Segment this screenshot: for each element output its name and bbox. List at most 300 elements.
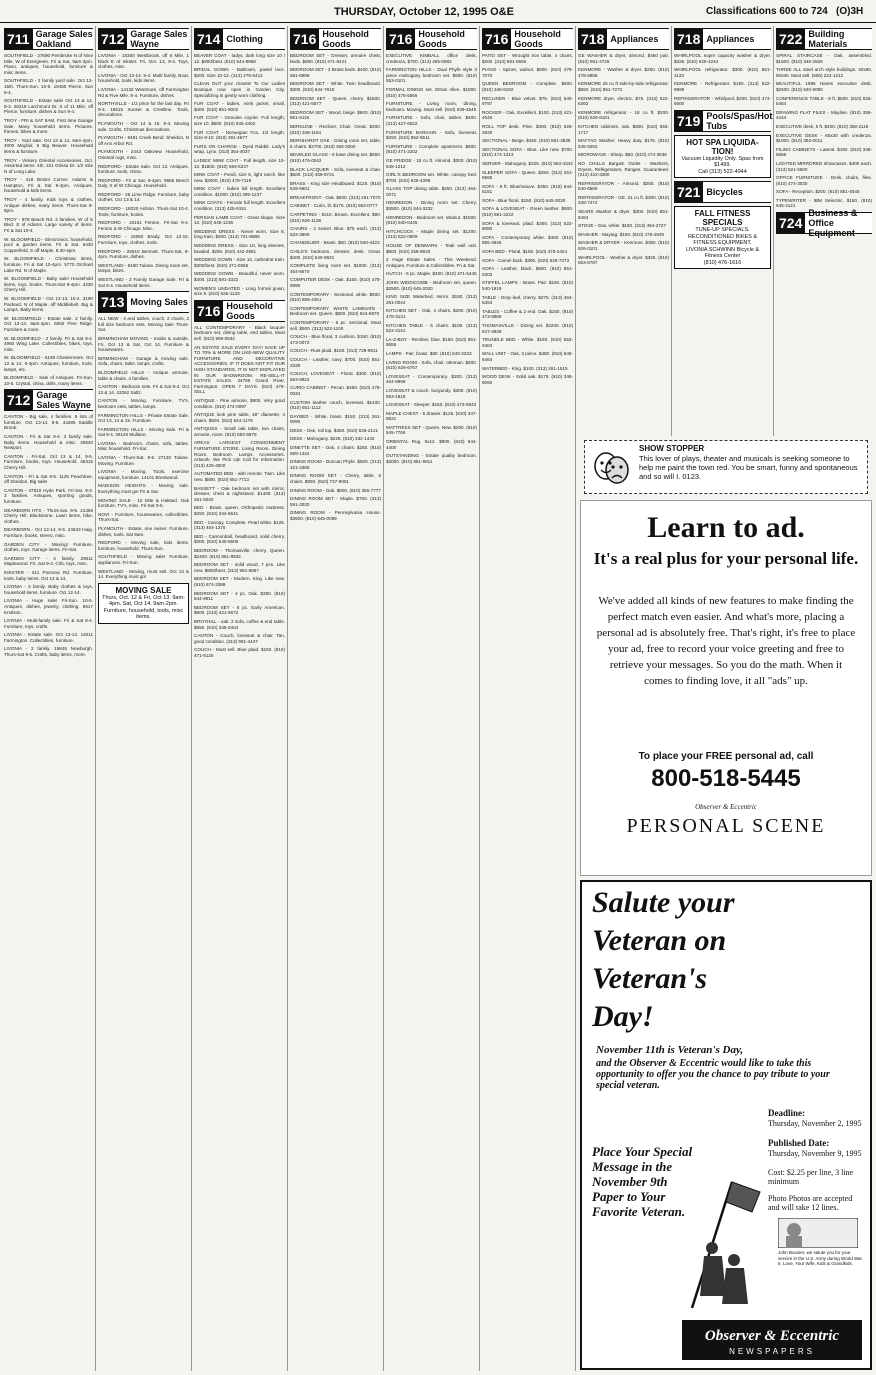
- classified-ad: LADIES' MINK COAT - Full length, size 10-12. $1800. (810) 559-5237: [194, 157, 285, 169]
- section-title: Pools/Spas/Hot Tubs: [706, 110, 773, 131]
- classified-ad: BERNHARDT OAK - Dining room set, table, 6 chairs. $2700. (810) 356-3000: [290, 138, 381, 149]
- classified-ad: REDFORD - Moving sale, kids items, furniture, household. Thurs-Sun.: [98, 540, 189, 551]
- classified-ad: TROY - 418 Bristol Corner. Adams & Hampton, Fri & Sat 9-4pm. Antiques, household & kids items.: [4, 177, 93, 194]
- classified-ad: THREE ALL steel arch style buildings. 40x80, 50x90. Must sell. (800) 222-1212: [776, 67, 872, 78]
- section-title: Household Goods: [418, 29, 465, 49]
- classified-ad: CHANDELIER - Brass. $60. (810) 540-4423: [290, 240, 380, 246]
- classified-ad: WEDDING DRESS - Never worn. Size 8, long train. $200. (313) 721-8888: [194, 228, 285, 240]
- classified-ad: CANTON - Bedroom sets. Fri & Sat 9-4. Oct 13 & 14. 43262 Saltz.: [98, 384, 189, 395]
- classified-ad: SERVER - Mahogany. $225. (810) 553-4343: [482, 160, 573, 166]
- classified-ad: WATERBED - King. $100. (313) 261-1515: [482, 365, 568, 371]
- section-number: 718: [578, 29, 607, 49]
- section-title: Building Materials: [808, 29, 848, 49]
- bicycle-shop: LIVONIA SCHWINN Bicycle & Fitness Center: [685, 246, 760, 260]
- classified-ad: COUCH - Leather, navy. $700. (810) 851-3339: [290, 356, 381, 368]
- classified-ad: GE FRIDGE - 18 cu ft. Almond. $300. (810) 645-1212: [386, 157, 477, 169]
- veteran-headline-2: Veteran on: [592, 924, 727, 957]
- section-number: 724: [776, 213, 805, 233]
- classified-ad: SOFA - 8 ft. Blue/mauve. $350. (810) 644-5151: [482, 183, 573, 195]
- classified-ad: CARPETING - 8x10. Brown. Excellent. $90. (810) 626-1138: [290, 212, 381, 223]
- classified-ad: AN ESTATE SALE EVERY DAY! SAVE UP TO 70% & MORE ON LIKE-NEW QUALITY FURNITURE AND DECORATIVE ACCESSORIES. IF IT DOES NOT FIT OUR HIGH STANDARDS, IT IS NOT DISPLAYED IN OUR SHOWROOM. RE-SELL-IT ESTATE SALES. 34786 Grand River, Farmington. OPEN 7 DAYS. (810) 478-SELL: [194, 344, 285, 395]
- classified-ad: DINING ROOM - Pennsylvania House. $3500. (810) 645-0099: [290, 510, 381, 521]
- classified-ad: HENREDON - Bedroom set. Walnut. $1500. (810) 540-0445: [386, 214, 477, 226]
- ads-list: [482, 53, 573, 385]
- classified-ad: REDFORD - Fri & Sat, 9-4pm. 9655 Beech Daly, S of W Chicago. Household.: [98, 177, 189, 189]
- promo-body: We've added all kinds of new features to make finding the perfect match even easier. And what's more, placing a personal ad is absolutely free. That's right, it's free to place your ad, free to record your voice greeting and free to retrieve your messages. So you do the math. When it comes to finding love, it all "ads" up.: [596, 595, 856, 687]
- classified-ad: MICROWAVE - Sharp. $50. (810) 474-3636: [578, 152, 667, 158]
- classified-ad: 2 Huge Estate Sales - This Weekend. Antiques, Furniture & Collectibles. Fri & Sat.: [386, 257, 477, 268]
- show-stopper-body: This lover of plays, theater and musicals is seeking someone to help me paint the town red. You be smart, funny and spontaneous and so will I. 0123.: [639, 454, 858, 481]
- moving-sale-title: MOVING SALE: [115, 585, 172, 595]
- classified-ad: PERSIAN LAMB COAT - Great shape. Size 12. (810) 645-1236: [194, 214, 285, 226]
- classified-ad: ALL CONTEMPORARY - Black lacquer bedroom set, dining table, end tables. Must sell. (810) 968-0532: [194, 324, 285, 341]
- classified-ad: KITCHEN cabinets, oak. $800. (810) 553-1717: [578, 123, 669, 135]
- classified-ad: SOFA - Blue floral. $150. (810) 645-3030: [482, 197, 566, 203]
- classified-ad: NORTHVILLE - 1/2 price for the last day. Fri 9-4. 16515 Sunset & Crestline. Tools, decorations.: [98, 101, 189, 118]
- classified-ad: OFFICE FURNITURE - Desk, chairs, files. (810) 474-3030: [776, 175, 872, 186]
- classified-ad: CONFERENCE TABLE - 8 ft. $500. (810) 626-5454: [776, 95, 872, 107]
- section-title: Household Goods: [322, 29, 369, 49]
- classified-ad: CANTON - Big sale, 4 families. 5 lots of furniture. Oct 13-14, 9-5. 44285 Saddle Brook.: [4, 414, 93, 431]
- classified-ad: WHIRLPOOL super capacity washer & dryer. $325. (810) 626-4244: [674, 53, 771, 64]
- classified-ad: ALL NEW - 3 and tables, couch, 2 chairs, 2 full size bedroom sets. Moving Sale Thurs-Sat.: [98, 316, 189, 333]
- section-number: 718: [674, 29, 703, 49]
- classified-ad: KENMORE 25 cu ft side-by-side refrigerator. $550. (810) 851-7272: [578, 81, 669, 92]
- classified-ad: DINING ROOM - Duncan Phyfe. $500. (313) 421-3388: [290, 459, 381, 470]
- classified-ad: WEDDING DRESS - Size 10, long sleeves, beaded. $250. (810) 442-2981: [194, 243, 285, 254]
- classified-ad: REDFORD - 26 Lime Ridge. Furniture, baby clothes. Oct 13 & 14.: [98, 191, 189, 203]
- veteran-date: November 11th is Veteran's Day,: [596, 1044, 744, 1056]
- classified-ad: BLACK LACQUER - Sofa, loveseat & chair. $500. (313) 459-8721: [290, 166, 381, 178]
- classified-ad: CANTON - Fri & Sat 9-4. 3 family sale. Baby items. Household & misc. 40640 Newport.: [4, 434, 93, 451]
- section-number: 716: [194, 301, 223, 321]
- classified-ad: WEDDING GOWN - Size 12, cathedral train. $300/best. (810) 471-0065: [194, 257, 285, 268]
- classified-ad: COUCH, LOVESEAT - Floral. $300. (810) 553-9922: [290, 371, 381, 382]
- classified-ad: LIVONIA - Multi-family sale. Fri & Sat 9-4. Furniture, toys, crafts.: [4, 618, 93, 629]
- classified-ad: STIFFEL LAMPS - Brass. Pair. $150. (810) 540-1919: [482, 280, 573, 291]
- classified-ad: EXECUTIVE DESK - 60x30 with credenza. $1000. (810) 353-0011: [776, 132, 872, 144]
- classified-ad: GE WASHER & dryer, almond, $450 pair. (810) 851-4726: [578, 53, 669, 64]
- section-title: Household Goods: [226, 300, 273, 321]
- classified-ad: CANTON - Fri & Sat 9-5. 1125 Peachtree, off Sheldon. Big sale!: [4, 473, 93, 485]
- classified-ad: COUCH - Blue floral, 3 cushion. $150. (810) 473-0072: [290, 334, 381, 345]
- ads-list: [98, 316, 189, 580]
- classified-ad: REFRIGERATOR - Whirlpool, $200. (810) 474-6600: [674, 95, 771, 107]
- classified-ad: DINING ROOM - Oak. $800. (810) 356-7777: [290, 487, 381, 493]
- classified-ad: PIANO - Spinet, walnut. $900. (810) 478-7070: [482, 67, 573, 78]
- classified-ad: BEDROOM SET - Modern. King. Like new. (810) 674-3388: [194, 576, 285, 587]
- classified-ad: BLOOMFIELD HILLS - Antique armoire, table & chairs. 4 families.: [98, 369, 189, 381]
- section-title: Business & Office Equipment: [808, 208, 858, 239]
- ads-list: [290, 53, 381, 303]
- classified-ad: ANTIQUE - Pine armoire, $800. Very good condition. (810) 474-0097: [194, 397, 285, 409]
- classified-ad: SOFA & LOVESEAT - Green leather. $900. (810) 681-2222: [482, 206, 573, 218]
- veteran-caption: John Bouvier, we salute you for your service in the U.S. Army during World War II. Love, Your Wife, Kids & Grandkids.: [778, 1250, 863, 1266]
- section-number: 712: [98, 29, 127, 49]
- classified-ad: HENREDON - Dining room set. Cherry. $3500. (810) 644-3232: [386, 200, 477, 212]
- classified-ad: LIVONIA - Thurs-Sat. 9-5. 27130 Tulane. Moving. Furniture.: [98, 455, 189, 466]
- classified-ad: WESTLAND - 8190 Tulane. Dining room set, lamps, bikes.: [98, 262, 189, 274]
- classified-ad: REDFORD - 16060 Brady. Oct 13-15. Furniture, toys, clothes, tools.: [98, 234, 189, 246]
- classified-ad: BERKLINE - Recliner, Chair. Great. $200. (810) 348-1164: [290, 123, 381, 135]
- classified-ad: DINING ROOM SET - Cherry, table, 6 chairs. $900. (810) 737-9001: [290, 473, 381, 485]
- classified-ad: MATTRESS SET - Queen. New. $200. (810) 645-7766: [386, 424, 477, 436]
- header-classifications: Classifications 600 to 724: [706, 6, 828, 17]
- classified-ad: LOVESEAT - Contemporary. $200. (313) 464-9898: [386, 373, 477, 385]
- classified-ad: LIVONIA - Estate sale. Oct 13-14. 14011 Farmington. Collectibles, furniture.: [4, 632, 93, 643]
- classified-ad: COUCH - Must sell. Blue plaid. $150. (810) 471-8125: [194, 647, 285, 658]
- section-header-716: [194, 300, 285, 322]
- classified-ad: SOUTHFIELD - Moving sale! Furniture, appliances. Fri-Sun.: [98, 554, 189, 565]
- classified-ad: EXECUTIVE desk, 5 ft. $400. (810) 358-2119: [776, 123, 869, 129]
- classified-ad: WASHER & DRYER - Kenmore. $350. (810) 626-0101: [578, 240, 669, 252]
- classified-ad: CLEAN OUT your closets! To Our Ladies Boutique now open in Garden City. Specializing in gently worn clothing.: [194, 81, 285, 98]
- personal-ad-promo: [580, 500, 872, 876]
- bicycle-text: TUNE-UP SPECIALS. RECONDITIONED BIKES & FITNESS EQUIPMENT.: [687, 227, 758, 247]
- classified-ad: W. BLOOMFIELD - 2 family. Fri & Sat 9-4. 4960 Wing Lake. Collectibles, bikes, toys, misc.: [4, 335, 93, 352]
- classified-ad: GLASS TOP dining table. $250. (313) 464-0071: [386, 186, 477, 197]
- column-1: [2, 26, 96, 1371]
- classified-ad: BEDROOM SET - 2 Brass beds. $400. (810) 681-6999: [290, 67, 381, 78]
- section-title: Garage Sales Wayne: [130, 29, 188, 49]
- logo-sub: NEWSPAPERS: [729, 1347, 815, 1356]
- classified-ad: CHILD'S bedroom, dresser, desk. Great. $400. (810) 540-9921: [290, 249, 381, 260]
- classified-ad: HOUSE OF DENMARK - Teak wall unit. $600. (810) 258-9933: [386, 243, 477, 254]
- veteran-text: and the Observer & Eccentric would like to take this opportunity to offer you the chance to pay tribute to your special veteran.: [596, 1058, 830, 1091]
- classified-ad: FURS ON CHARGE - Dyed Rabbit. Lady's wrap, Lynx. (313) 354-4037: [194, 143, 285, 155]
- classified-ad: W. BLOOMFIELD - 5158 Chestermere. Oct 13 & 14, 9-4pm. Antiques, furniture, tools, lamps, etc.: [4, 355, 93, 372]
- classified-ad: REFRIGERATOR - GE. 21 cu ft. $300. (810) 348-7474: [578, 194, 669, 206]
- promo-subtitle: It's a real plus for your personal life.: [593, 549, 859, 568]
- promo-call-to-action: To place your FREE personal ad, call: [638, 751, 814, 762]
- ads-list: [776, 53, 872, 209]
- ads-list: [290, 306, 381, 522]
- classified-ad: LIVONIA - 14132 Westmore, off Farmington Rd & Five Mile. 9-4. Furniture, dishes.: [98, 86, 189, 98]
- classified-ad: MAPLE CHEST - 5 drawer. $125. (810) 347-8821: [386, 410, 477, 422]
- section-header-718: [578, 28, 669, 50]
- classified-ad: AREAS LARGEST CONSIGNMENT FURNITURE STORE. Living Room. Dining Room. Bedroom. Lamps. Accessories. Artwork. We Pick Up! Call for Information. (313) 425-4500: [194, 440, 285, 468]
- classified-ad: LIVONIA - 18300 Westbrook, off 6 Mile. 1 block E of Inkster. Fri, Oct. 13, 9-4. Toys, clothes, misc.: [98, 53, 189, 70]
- classified-ad: ANTIQUE look pine table, 48" diameter, 4 chairs. $500. (810) 544-1178: [194, 412, 285, 423]
- section-header-719: [674, 110, 771, 132]
- section-header-712b: [98, 28, 189, 50]
- classified-ad: W. BLOOMFIELD - Estate sale. 2 family. Oct 13-14, 8am-4pm. 5060 Pine Ridge. Furniture & more.: [4, 315, 93, 332]
- veteran-cost: Cost: $2.25 per line, 3 line minimum: [768, 1168, 854, 1186]
- classified-ad: COMPUTER DESK - Oak. $150. (810) 478-8890: [290, 277, 381, 288]
- column-7: [576, 26, 672, 436]
- classified-ad: SOUTHFIELD - Estate sale! Oct 13 & 14, 9-3. 26218 Larchmont Dr. S of 11 Mile, off Pierce, furniture, dishes & Sun 9-4.: [4, 98, 93, 115]
- classified-ad: CUSTOM leather couch, loveseat. $1400. (810) 851-1112: [290, 399, 381, 411]
- moving-sale-box: [98, 583, 189, 624]
- veteran-portrait: [778, 1218, 858, 1248]
- classified-ad: KITCHEN TABLE - 5 chairs. $100. (313) 522-4141: [386, 322, 477, 334]
- section-number: 716: [482, 29, 511, 49]
- classified-ad: DINING ROOM SET - Maple. $750. (313) 591-3030: [290, 496, 381, 507]
- classified-ad: LIVONIA - 3 family. Baby clothes & toys, household items, furniture. Oct 12-14.: [4, 584, 93, 595]
- classified-ad: PLYMOUTH - Oct 14 & 15. 9-4. Moving sale. Crafts, Christmas decorations.: [98, 120, 189, 132]
- classified-ad: COUCH - Rust plaid. $100. (313) 728-9911: [290, 348, 378, 354]
- classified-ad: BIRMINGHAM MOVING - Inside & outside. Fri, Oct 13 & Sat, Oct 14. Furniture & housewares.: [98, 335, 189, 353]
- classified-ad: LIVONIA - Oct 13-14. 9-4. Multi family. Boat, household, tools, kids items.: [98, 72, 189, 84]
- classified-ad: BEAVER COAT - ladys, dark long size 10 / 12. $800/best. (810) 644-8968: [194, 53, 285, 64]
- classified-ad: LOVESEAT - Sleeper. $150. (810) 473-6543: [386, 402, 477, 408]
- classified-ad: W. BLOOMFIELD - Oct 12-13. 10-4. 3190 Packard. N of Maple, off Middlebelt. Big & Lamps. Baby items.: [4, 295, 93, 313]
- column-6: [480, 26, 576, 1371]
- classified-ad: MOVING SALE - 10 Mile & Halsted. Oak furniture, TV's, misc. Fri-Sat 9-5.: [98, 497, 189, 509]
- classified-ad: LIVONIA - Bedroom, chairs, sofa, tables. Misc household. Fri-Sat.: [98, 440, 189, 452]
- classified-ad: CONTEMPORARY - 6 pc. sectional. Must sell. $500. (313) 522-1100: [290, 319, 381, 331]
- classified-ad: TROY - 4 family. Kids toys & clothes. Antique dishes, many items. Thurs-Sat 9-5pm.: [4, 197, 93, 214]
- classified-ad: REDFORD - Estate Sale. Oct 13. Antiques, furniture, tools, china.: [98, 163, 189, 175]
- classified-ad: BRASS - King size Headboard. $125. (810) 649-6601: [290, 180, 381, 192]
- header-page-number: (O)3H: [836, 6, 864, 17]
- section-header-712: [4, 389, 93, 411]
- classified-ad: CABINET - Curio, lit. $175. (810) 552-0777: [290, 203, 378, 209]
- classified-ad: TRUNDLE BED - White. $150. (810) 553-0404: [482, 337, 573, 348]
- classified-ad: CANTON - Couch, loveseat & chair. Tan, good condition. (313) 981-4447: [194, 633, 285, 644]
- classified-ad: SPIRAL STAIRCASE - Oak, assembled. $1500. (810) 349-2828: [776, 53, 872, 64]
- classified-ad: AUTOMATED BED - with remote. Twin. Like new. $800. (810) 651-7713: [194, 471, 285, 483]
- classified-ad: BEDROOM SET - Wood, beige. $600. (810) 851-6116: [290, 109, 381, 121]
- classified-ad: BEDROOM SET - 4 pc. Oak. $350. (810) 644-9911: [194, 590, 285, 602]
- classified-ad: FILING CABINETS - Lateral. $150. (810) 348-6666: [776, 146, 872, 158]
- classified-ad: DESK - Oak, roll top. $450. (810) 626-2121: [290, 427, 379, 433]
- classified-ad: PATIO SET - Wrought iron table, 4 chairs. $200. (313) 591-5555: [482, 53, 573, 64]
- classified-ad: LIVONIA - Huge sale! Fri-Sun. 10-5. Antiques, dishes, jewelry, clothing. 9617 Knolson.: [4, 598, 93, 615]
- column-2: [96, 26, 192, 1371]
- section-header-724: [776, 208, 872, 239]
- classified-ad: WEDDING GOWN - Beautiful, never worn. $400. (313) 591-3322: [194, 271, 285, 282]
- classified-ad: SOFA - Camel back. $300. (810) 626-7373: [482, 257, 570, 263]
- classified-ad: MINK COATS - Female full length. Excellent condition. (313) 425-9151: [194, 200, 285, 212]
- classified-ad: BLOOMFIELD - Sale of Antiques. Fri-Sun. 10-5. Crystal, china, dolls, many items.: [4, 375, 93, 386]
- classified-ad: INKSTER - 611 Pomona Rd. Furniture, tools, baby items. Oct 13 & 14.: [4, 569, 93, 581]
- moving-sale-dates: Thurs, Oct. 12 & Fri, Oct 13. 9am-4pm. Sat, Oct 14. 9am-2pm.: [102, 594, 185, 608]
- classified-ad: BEDROOM SET - Dresser, armoire chest, beds. $800. (810) 471-8421: [290, 53, 381, 64]
- classified-ad: EXECUTIVE KIMBALL office desk, credenza, $700. (313) 455-0882: [386, 53, 477, 64]
- classified-ad: FARMINGTON HILLS - Dual Phyfe style 3 piece mahogany bedroom set. $900. (810) 553-0101: [386, 67, 477, 84]
- column-9: [774, 26, 874, 436]
- classified-ad: ORIENTAL Rug. 9x12. $900. (810) 644-4400: [386, 439, 477, 450]
- page-header: [0, 0, 876, 23]
- classified-ad: FURNITURE BARGAIN - Sofa, loveseat, $250. (810) 852-5511: [386, 129, 477, 141]
- classified-ad: CHAIRS - 2 swivel. Blue. $75 each. (313) 533-3890: [290, 226, 381, 237]
- logo-name: Observer & Eccentric: [704, 1328, 840, 1344]
- classified-ad: REDFORD - 15151 Fenton. Fri-Sat 9-4. Fenton & W Chicago. Misc.: [98, 220, 189, 231]
- show-stopper-ad: [584, 440, 868, 494]
- classified-ad: CONTEMPORARY - Sectional, white. $600. (810) 855-4451: [290, 291, 381, 303]
- classified-ad: PLYMOUTH - Estate, one owner. Furniture, dishes, tools. Sat 9am.: [98, 526, 189, 537]
- section-number: 721: [674, 182, 703, 202]
- ads-list: [98, 53, 189, 288]
- veteran-headline-1: Salute your: [592, 886, 735, 919]
- section-number: 722: [776, 29, 805, 49]
- classified-ad: KITCHEN SET - Oak, 4 chairs. $200. (810) 478-3131: [386, 308, 477, 319]
- classified-ad: MAYTAG Washer. Heavy duty. $175. (810) 645-9292: [578, 138, 669, 149]
- classified-ad: BEAUTIFUL 1996 Hanes executive desk. $2500. (810) 540-9090: [776, 81, 872, 92]
- classified-ad: MINK COAT - Fendi, size 6, light ranch, like new. $2000. (810) 478-7119: [194, 172, 285, 183]
- veterans-day-ad: [580, 880, 872, 1370]
- header-paper-name: O&E: [490, 6, 514, 18]
- classified-ad: ROCKER - Oak. Excellent. $100. (313) 421-4545: [482, 109, 573, 121]
- promo-publisher: Observer & Eccentric: [695, 803, 757, 811]
- classified-ad: SOFA - Reception. $200. (810) 851-4545: [776, 189, 860, 195]
- classified-ad: CANTON - Fri-Sat. Oct 13 & 14, 9-5. Furniture, books, toys. Household. 45315 Cherry Hill.: [4, 453, 93, 471]
- section-title: Appliances: [706, 34, 755, 44]
- classified-ad: KENMORE dryer, electric, $75. (313) 522-6363: [578, 95, 669, 107]
- classified-ad: REDFORD - 25910 Bennett. Thurs-Sat, 9-4pm. Furniture, dishes.: [98, 248, 189, 260]
- classified-ad: CANTON - Moving. Furniture, TV's, bedroom sets, tables, lamps.: [98, 398, 189, 409]
- classified-ad: TABLE - Drop leaf, cherry. $275. (313) 464-5353: [482, 294, 573, 306]
- veteran-headline-3: Veteran's: [592, 962, 708, 995]
- classified-ad: THOMASVILLE - Dining set. $2200. (810) 647-3939: [482, 322, 573, 334]
- classified-ad: LOVESEAT & couch, burgundy. $300. (810) 553-1818: [386, 387, 477, 399]
- classified-ad: PLYMOUTH - 9481 Creek Bend. Sheldon, N off Ann Arbor Rd.: [98, 135, 189, 146]
- classified-ad: LIVONIA - 2 family. 19845 Newburgh. Thurs-Sat 9-5. Crafts, baby items, more.: [4, 646, 93, 658]
- classified-ad: CONTEMPORARY WHITE LAMINATE - Bedroom set. Queen. $800. (810) 624-8870: [290, 305, 381, 317]
- classified-ad: OUTSTANDING - Estate quality bedroom. $3000. (810) 851-9911: [386, 453, 477, 464]
- classified-ad: BED - Canopy, Complete. Pearl white. $125. (313) 464-1376: [194, 519, 285, 531]
- bicycle-box: [674, 206, 771, 269]
- classified-ad: DRAWING FLAT FILES - Mayline. (810) 355-4444: [776, 109, 872, 121]
- veteran-deadline-label: Deadline:: [768, 1108, 805, 1118]
- classified-ad: BROYHILL - oak. 2 sofa, coffee & end table. $650. (810) 348-0404: [194, 618, 285, 630]
- classified-ad: FORMAL DINING set. Ethan Allen. $1800. (810) 476-5555: [386, 86, 477, 98]
- classified-ad: WASHER - Maytag. $100. (810) 478-4949: [578, 231, 664, 237]
- section-number: 716: [386, 29, 415, 49]
- classified-ad: REFRIGERATOR - Almond. $250. (810) 540-6565: [578, 180, 669, 192]
- classified-ad: TROY - Yard sale. Oct 13 & 14, 9am-4pm. 4000 Mayfair, 5 Big Beaver. Household items & furniture.: [4, 137, 93, 154]
- classified-ad: WHIRLPOOL refrigerator. $300. (810) 851-1133: [674, 67, 771, 78]
- section-title: Moving Sales: [130, 297, 188, 308]
- classified-ad: TROY - Vickery Oriental Accessories. Oct. Assorted items. 4th, 321 Orissa Dr. 1/2 mile N of Long Lake.: [4, 157, 93, 174]
- classified-ad: REDFORD - 18020 Ashton. Thurs-Sat 10-4. Tools, furniture, books.: [98, 206, 189, 217]
- section-number: 716: [290, 29, 319, 49]
- classified-ad: CANTON - 47810 Hyde Park. Fri-Sat. 9-3. 3 families. Antiques, sporting goods, furniture.: [4, 487, 93, 504]
- classified-ad: KING SIZE Waterbed, mirror. $150. (313) 261-0044: [386, 294, 477, 305]
- header-date: [334, 6, 514, 18]
- section-title: Garage Sales Wayne: [36, 390, 92, 411]
- header-date-text: THURSDAY, October 12, 1995: [334, 6, 488, 18]
- hot-spa-text: Vacuum Liquidity Only. Spas from $1499.: [681, 155, 764, 169]
- bicycle-phone: (810) 476-1616: [703, 259, 742, 266]
- section-title: Household Goods: [514, 29, 561, 49]
- classified-ad: BEDROOM - Thomasville, cherry. Queen. $2400. (810) 851-8833: [194, 547, 285, 559]
- soldier-flag-icon: [682, 1178, 762, 1308]
- veteran-published: Thursday, November 9, 1995: [768, 1149, 862, 1158]
- theater-masks-icon: [591, 449, 631, 487]
- classified-ad: BED - Brass, queen, Orthopedic mattress. $250. (810) 344-6641: [194, 505, 285, 516]
- classified-ad: BEVELED GLASS - 8 base dining set. $550. (810) 476-0042: [290, 152, 381, 163]
- classified-ad: FURNITURE - Living room, dining, bedroom. Moving. Must sell. (810) 539-4545: [386, 101, 477, 112]
- veteran-deadline: Thursday, November 2, 1995: [768, 1119, 862, 1128]
- classified-ad: BEDROOM SET - 5 pc. Early American. $600. (313) 421-6672: [194, 604, 285, 616]
- classified-ad: FURNITURE - Complete apartment. $600. (810) 471-2202: [386, 143, 477, 155]
- veteran-headline-4: Day!: [592, 1000, 654, 1033]
- ads-list: [674, 53, 771, 107]
- classified-ad: SOFA - Leather, black. $600. (810) 851-0303: [482, 266, 573, 277]
- classified-ad: GARDEN CITY - Moving! Furniture, clothes, toys. Garage items. Fri-Sat.: [4, 541, 93, 553]
- classified-ad: HITCHCOCK - Maple dining set. $1200. (313) 522-0909: [386, 228, 477, 240]
- classified-ad: W. BLOOMFIELD - Baby sale! Household items, toys, books. Thurs-Sat 9-4pm. 4230 Cherry Hill.: [4, 276, 93, 293]
- classified-ad: FARMINGTON HILLS - Moving Sale. Fri & Sat 9-4. 29140 Mullane.: [98, 426, 189, 438]
- veteran-place-message: Place Your Special Message in the November 9th Paper to Your Favorite Veteran.: [592, 1144, 693, 1219]
- classified-ad: SOFA BED - Floral. $150. (810) 478-2424: [482, 249, 568, 255]
- classified-ad: WESTLAND - Moving, must sell. Oct 13 & 14. Everything must go!: [98, 568, 189, 580]
- classified-ad: SOFA - Contemporary white. $400. (810) 855-4646: [482, 234, 573, 246]
- ads-list: [4, 414, 93, 657]
- classified-ad: DINETTE SET - Oak, 4 chairs. $250. (810) 589-1342: [290, 445, 381, 456]
- classified-ad: DESK - Mahogany. $225. (810) 332-1442: [290, 436, 375, 442]
- classified-ad: SOUTHFIELD - 2 family yard sale. Oct 12-15th. Thurs-Sun. 10-6. 19450 Pierce, Sun 9-4.: [4, 78, 93, 95]
- classified-ad: ROLL TOP desk. Pine. $300. (810) 626-2929: [482, 123, 573, 135]
- section-number: 714: [194, 29, 223, 49]
- hot-spa-title: HOT SPA LIQUIDA-TION!: [686, 137, 759, 156]
- classified-ad: TABLES - Coffee & 2 end. Oak. $150. (810) 473-8989: [482, 308, 573, 320]
- classified-ad: NOVI - Furniture, housewares, collectibles. Thurs-Sat.: [98, 511, 189, 523]
- classified-ad: KENMORE - Refrigerator. $150. (313) 522-9999: [674, 81, 771, 92]
- classified-ad: STOVE - Gas, white. $150. (313) 464-2727: [578, 223, 667, 229]
- promo-phone: 800-518-5445: [651, 765, 801, 792]
- section-header-716d: [482, 28, 573, 50]
- section-header-716b: [290, 28, 381, 50]
- section-number: 713: [98, 292, 127, 312]
- observer-eccentric-logo: [682, 1320, 862, 1360]
- classified-ad: HUTCH - 6 pc. Maple. $400. (810) 471-5445: [386, 271, 477, 277]
- classified-ad: BRIDAL GOWN - Ballroom, pastel lace. $200. Size 10-12. (313) 278-5412: [194, 67, 285, 78]
- ads-list: [4, 53, 93, 386]
- classified-ad: TROY - 878 Beach Rd. 3 families. W of S Blvd. E of Adams. Large variety of items. Fri & Sat 10-4.: [4, 216, 93, 234]
- column-4: [288, 26, 384, 1371]
- classified-ad: WHIRLPOOL - Washer & dryer. $325. (810) 553-8787: [578, 254, 669, 266]
- classified-ad: WOMEN'S UNDATED - Long formal gown, size 8. (810) 626-1133: [194, 285, 285, 297]
- classified-ad: WALL UNIT - Oak, 3 piece. $450. (810) 645-6464: [482, 351, 573, 362]
- classified-ad: RECLINER - Blue velvet. $75. (810) 540-9797: [482, 95, 573, 107]
- section-header-713: [98, 291, 189, 313]
- classified-ad: SLEEPER SOFA - Queen. $250. (313) 261-6565: [482, 169, 573, 181]
- classified-ad: KENMORE refrigerator - 18 cu ft. $200. (810) 626-8181: [578, 109, 669, 121]
- classified-ad: BIRMINGHAM - Garage & moving sale. Sofa, chairs, table, lamps, crafts.: [98, 355, 189, 367]
- classified-ad: SECTIONAL SOFA - Blue. Like new. $700. (810) 474-1313: [482, 146, 573, 158]
- classified-ad: GIRL'S BEDROOM set. White, canopy bed. $700. (810) 626-4399: [386, 172, 477, 183]
- classified-ad: BASSETT - Oak bedroom set with mirror, dresser, chest & nightstand. $1400. (313) 261-5040: [194, 485, 285, 502]
- classified-ad: FURNITURE - Sofa, chair, tables. $400. (313) 427-6622: [386, 115, 477, 126]
- classified-ad: FUR COAT - Norwegian Fox, 1/2 length. Size 8-10. (810) 391-4677: [194, 129, 285, 141]
- ads-list: [386, 257, 477, 464]
- classified-ad: CURIO CABINET - Pecan. $450. (810) 478-0034: [290, 385, 381, 396]
- classified-ad: MADISON HEIGHTS - Moving sale. Everything must go! Fri & Sat.: [98, 483, 189, 495]
- classified-ad: ANTIQUES - Small oak table, two chairs, armoire, more. (810) 693-5879: [194, 426, 285, 437]
- classified-ad: LIVONIA - Moving. Tools, exercise equipment, furniture. 14101 Brentwood.: [98, 469, 189, 480]
- classified-ad: DAYBED - White, brass. $150. (313) 261-9090: [290, 413, 381, 425]
- classified-ad: BEDROOM SET - Queen, cherry. $1500. (313) 421-5577: [290, 95, 381, 107]
- classified-ad: FARMINGTON HILLS - Private Estate Sale. Oct 13, 14 & 15. Furniture.: [98, 412, 189, 424]
- classified-ad: LAMPS - Pair, brass. $80. (810) 540-2233: [386, 350, 472, 356]
- section-header-721: [674, 181, 771, 203]
- classified-ad: GARDEN CITY - 3 family. 29011 Maplewood. Fri, Sat 9-4. Crib, toys, misc.: [4, 555, 93, 567]
- ads-list: [194, 325, 285, 659]
- moving-sale-items: Furniture, household, tools, misc items.: [103, 607, 184, 621]
- section-number: 712: [4, 390, 33, 410]
- classified-ad: SECTIONAL - Beige. $450. (810) 851-3838: [482, 138, 571, 144]
- veteran-published-label: Published Date:: [768, 1138, 830, 1148]
- section-number: 711: [4, 29, 33, 49]
- classified-ad: W. BLOOMFIELD - Electronics, household, pool & garden items. Fri & Sat. 6430 Copperfield, S off Maple. 8:30-4pm.: [4, 236, 93, 253]
- classified-ad: LA-Z-BOY - Recliner, blue. $150. (810) 851-5555: [386, 336, 477, 348]
- promo-title: Learn to ad.: [647, 511, 805, 544]
- classified-ad: DEARBORN - Oct 12-14, 9-5. 24843 Haig. Furniture, books, stereo, misc.: [4, 527, 93, 538]
- classified-ad: SOUTHFIELD - 27690 Pembroke N of Nine Mile, W of Evergreen. Fri & Sat, 9am-3pm. Piano, antiques, household, furniture & misc items.: [4, 53, 93, 75]
